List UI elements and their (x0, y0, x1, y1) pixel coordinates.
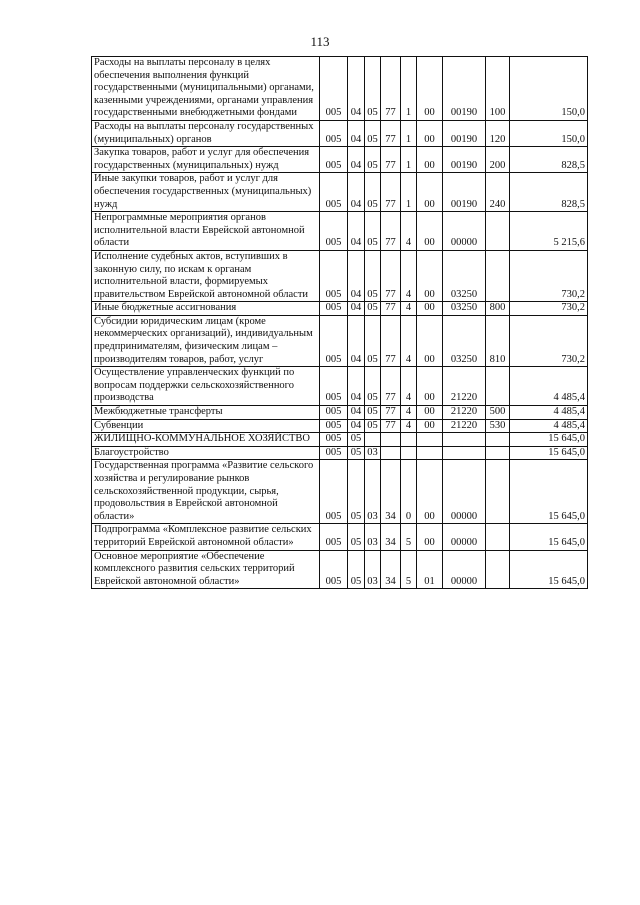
row-sum-cell: 15 645,0 (510, 433, 588, 447)
row-direction-cell: 00190 (443, 147, 486, 173)
row-direction-cell: 00000 (443, 524, 486, 550)
row-vr-cell (486, 250, 510, 301)
row-event-cell: 00 (417, 147, 443, 173)
row-sum-cell: 4 485,4 (510, 419, 588, 433)
row-rz-cell: 04 (348, 315, 365, 366)
row-name-cell: Основное мероприятие «Обеспечение комплексного развития сельских территорий Еврейской автономной области» (92, 550, 320, 589)
table-row (92, 524, 588, 550)
table-row (92, 406, 588, 420)
table-row (92, 212, 588, 251)
row-sum-cell: 4 485,4 (510, 406, 588, 420)
table-row (92, 460, 588, 524)
row-vr-cell: 200 (486, 147, 510, 173)
row-rz-cell: 04 (348, 419, 365, 433)
row-direction-cell (443, 433, 486, 447)
row-direction-cell: 21220 (443, 367, 486, 406)
row-vr-cell: 120 (486, 120, 510, 146)
row-pr-cell: 03 (365, 524, 381, 550)
row-gr-cell: 005 (320, 147, 348, 173)
row-direction-cell: 03250 (443, 302, 486, 316)
page-number: 113 (310, 34, 330, 49)
row-event-cell: 00 (417, 173, 443, 212)
row-event-cell (417, 433, 443, 447)
row-direction-cell (443, 446, 486, 460)
row-name-cell: Межбюджетные трансферты (92, 406, 320, 420)
row-gr-cell: 005 (320, 250, 348, 301)
table-row (92, 120, 588, 146)
row-program-cell: 77 (381, 57, 401, 121)
row-direction-cell: 00000 (443, 460, 486, 524)
row-name-cell: Субсидии юридическим лицам (кроме некоммерческих организаций), индивидуальным предпринимателям, физическим лицам – производителям товаров, работ, услуг (92, 315, 320, 366)
table-row (92, 57, 588, 121)
row-pr-cell: 05 (365, 419, 381, 433)
row-vr-cell (486, 212, 510, 251)
row-direction-cell: 00190 (443, 173, 486, 212)
table-row (92, 315, 588, 366)
row-vr-cell (486, 367, 510, 406)
row-rz-cell: 04 (348, 120, 365, 146)
row-pr-cell: 05 (365, 250, 381, 301)
row-rz-cell: 05 (348, 446, 365, 460)
row-gr-cell: 005 (320, 446, 348, 460)
row-program-cell: 77 (381, 173, 401, 212)
row-program-cell: 77 (381, 367, 401, 406)
row-gr-cell: 005 (320, 315, 348, 366)
row-event-cell: 00 (417, 57, 443, 121)
row-subprogram-cell (401, 433, 417, 447)
row-sum-cell: 730,2 (510, 302, 588, 316)
row-program-cell: 77 (381, 419, 401, 433)
row-rz-cell: 05 (348, 550, 365, 589)
row-name-cell: Субвенции (92, 419, 320, 433)
row-rz-cell: 04 (348, 147, 365, 173)
row-pr-cell: 05 (365, 212, 381, 251)
row-sum-cell: 15 645,0 (510, 446, 588, 460)
row-event-cell: 00 (417, 120, 443, 146)
row-vr-cell (486, 460, 510, 524)
row-subprogram-cell (401, 446, 417, 460)
row-program-cell: 34 (381, 460, 401, 524)
row-subprogram-cell: 4 (401, 315, 417, 366)
row-subprogram-cell: 1 (401, 120, 417, 146)
row-pr-cell: 05 (365, 57, 381, 121)
table-row (92, 419, 588, 433)
row-gr-cell: 005 (320, 173, 348, 212)
row-rz-cell: 04 (348, 173, 365, 212)
row-subprogram-cell: 4 (401, 250, 417, 301)
table-row (92, 550, 588, 589)
row-program-cell (381, 433, 401, 447)
row-pr-cell: 03 (365, 446, 381, 460)
row-subprogram-cell: 4 (401, 212, 417, 251)
row-gr-cell: 005 (320, 433, 348, 447)
row-rz-cell: 05 (348, 460, 365, 524)
table-row (92, 367, 588, 406)
row-name-cell: Иные закупки товаров, работ и услуг для обеспечения государственных (муниципальных) нужд (92, 173, 320, 212)
row-sum-cell: 4 485,4 (510, 367, 588, 406)
row-direction-cell: 21220 (443, 406, 486, 420)
row-pr-cell: 05 (365, 173, 381, 212)
row-sum-cell: 150,0 (510, 57, 588, 121)
row-program-cell: 77 (381, 147, 401, 173)
row-subprogram-cell: 1 (401, 57, 417, 121)
table-row (92, 250, 588, 301)
row-sum-cell: 150,0 (510, 120, 588, 146)
row-event-cell: 00 (417, 406, 443, 420)
row-sum-cell: 730,2 (510, 315, 588, 366)
row-pr-cell: 05 (365, 120, 381, 146)
row-sum-cell: 15 645,0 (510, 524, 588, 550)
table-row (92, 433, 588, 447)
table-row (92, 446, 588, 460)
row-subprogram-cell: 5 (401, 550, 417, 589)
row-program-cell (381, 446, 401, 460)
row-subprogram-cell: 0 (401, 460, 417, 524)
row-gr-cell: 005 (320, 406, 348, 420)
row-name-cell: Подпрограмма «Комплексное развитие сельских территорий Еврейской автономной области» (92, 524, 320, 550)
row-vr-cell (486, 550, 510, 589)
row-program-cell: 34 (381, 524, 401, 550)
row-sum-cell: 730,2 (510, 250, 588, 301)
row-name-cell: Благоустройство (92, 446, 320, 460)
row-direction-cell: 03250 (443, 250, 486, 301)
row-name-cell: Исполнение судебных актов, вступивших в законную силу, по искам к органам исполнительной власти, формируемых правительством Еврейской автономной области (92, 250, 320, 301)
row-event-cell: 00 (417, 367, 443, 406)
row-vr-cell (486, 433, 510, 447)
row-gr-cell: 005 (320, 460, 348, 524)
row-gr-cell: 005 (320, 550, 348, 589)
row-event-cell: 00 (417, 212, 443, 251)
row-gr-cell: 005 (320, 212, 348, 251)
row-sum-cell: 5 215,6 (510, 212, 588, 251)
row-name-cell: Иные бюджетные ассигнования (92, 302, 320, 316)
row-program-cell: 77 (381, 406, 401, 420)
row-program-cell: 77 (381, 302, 401, 316)
row-name-cell: Расходы на выплаты персоналу государственных (муниципальных) органов (92, 120, 320, 146)
budget-table-body (92, 57, 588, 589)
row-name-cell: Непрограммные мероприятия органов исполнительной власти Еврейской автономной области (92, 212, 320, 251)
row-gr-cell: 005 (320, 120, 348, 146)
row-program-cell: 77 (381, 250, 401, 301)
row-program-cell: 34 (381, 550, 401, 589)
row-sum-cell: 828,5 (510, 147, 588, 173)
row-direction-cell: 00190 (443, 120, 486, 146)
row-rz-cell: 04 (348, 367, 365, 406)
row-program-cell: 77 (381, 212, 401, 251)
row-gr-cell: 005 (320, 302, 348, 316)
row-rz-cell: 05 (348, 524, 365, 550)
row-sum-cell: 15 645,0 (510, 460, 588, 524)
row-rz-cell: 05 (348, 433, 365, 447)
row-event-cell: 00 (417, 302, 443, 316)
row-rz-cell: 04 (348, 212, 365, 251)
row-rz-cell: 04 (348, 250, 365, 301)
row-program-cell: 77 (381, 120, 401, 146)
row-gr-cell: 005 (320, 524, 348, 550)
row-rz-cell: 04 (348, 302, 365, 316)
row-pr-cell: 05 (365, 406, 381, 420)
table-row (92, 173, 588, 212)
row-event-cell: 00 (417, 460, 443, 524)
row-vr-cell (486, 446, 510, 460)
row-pr-cell: 03 (365, 460, 381, 524)
table-row (92, 302, 588, 316)
row-rz-cell: 04 (348, 57, 365, 121)
row-event-cell: 01 (417, 550, 443, 589)
row-sum-cell: 828,5 (510, 173, 588, 212)
row-event-cell: 00 (417, 419, 443, 433)
row-subprogram-cell: 4 (401, 419, 417, 433)
row-subprogram-cell: 5 (401, 524, 417, 550)
row-direction-cell: 00000 (443, 212, 486, 251)
row-name-cell: ЖИЛИЩНО-КОММУНАЛЬНОЕ ХОЗЯЙСТВО (92, 433, 320, 447)
row-event-cell: 00 (417, 524, 443, 550)
row-pr-cell: 05 (365, 315, 381, 366)
row-vr-cell: 530 (486, 419, 510, 433)
row-subprogram-cell: 4 (401, 302, 417, 316)
row-vr-cell: 240 (486, 173, 510, 212)
row-event-cell (417, 446, 443, 460)
row-gr-cell: 005 (320, 367, 348, 406)
row-direction-cell: 21220 (443, 419, 486, 433)
row-direction-cell: 00190 (443, 57, 486, 121)
row-subprogram-cell: 1 (401, 147, 417, 173)
row-vr-cell: 800 (486, 302, 510, 316)
row-subprogram-cell: 4 (401, 406, 417, 420)
row-sum-cell: 15 645,0 (510, 550, 588, 589)
row-name-cell: Расходы на выплаты персоналу в целях обеспечения выполнения функций государственными (муниципальными) органами, казенными учреждениями, органами управления государственными внебюджетными фондами (92, 57, 320, 121)
row-pr-cell: 05 (365, 367, 381, 406)
row-subprogram-cell: 1 (401, 173, 417, 212)
row-subprogram-cell: 4 (401, 367, 417, 406)
row-vr-cell: 810 (486, 315, 510, 366)
row-gr-cell: 005 (320, 57, 348, 121)
table-row (92, 147, 588, 173)
row-name-cell: Закупка товаров, работ и услуг для обеспечения государственных (муниципальных) нужд (92, 147, 320, 173)
row-event-cell: 00 (417, 315, 443, 366)
row-vr-cell: 500 (486, 406, 510, 420)
row-rz-cell: 04 (348, 406, 365, 420)
row-event-cell: 00 (417, 250, 443, 301)
row-pr-cell: 05 (365, 147, 381, 173)
row-vr-cell (486, 524, 510, 550)
row-gr-cell: 005 (320, 419, 348, 433)
row-direction-cell: 00000 (443, 550, 486, 589)
row-pr-cell: 03 (365, 550, 381, 589)
row-direction-cell: 03250 (443, 315, 486, 366)
row-pr-cell (365, 433, 381, 447)
budget-table (91, 56, 588, 589)
row-pr-cell: 05 (365, 302, 381, 316)
row-name-cell: Государственная программа «Развитие сельского хозяйства и регулирование рынков сельскохозяйственной продукции, сырья, продовольствия в Еврейской автономной области» (92, 460, 320, 524)
row-vr-cell: 100 (486, 57, 510, 121)
row-name-cell: Осуществление управленческих функций по вопросам поддержки сельскохозяйственного производства (92, 367, 320, 406)
row-program-cell: 77 (381, 315, 401, 366)
